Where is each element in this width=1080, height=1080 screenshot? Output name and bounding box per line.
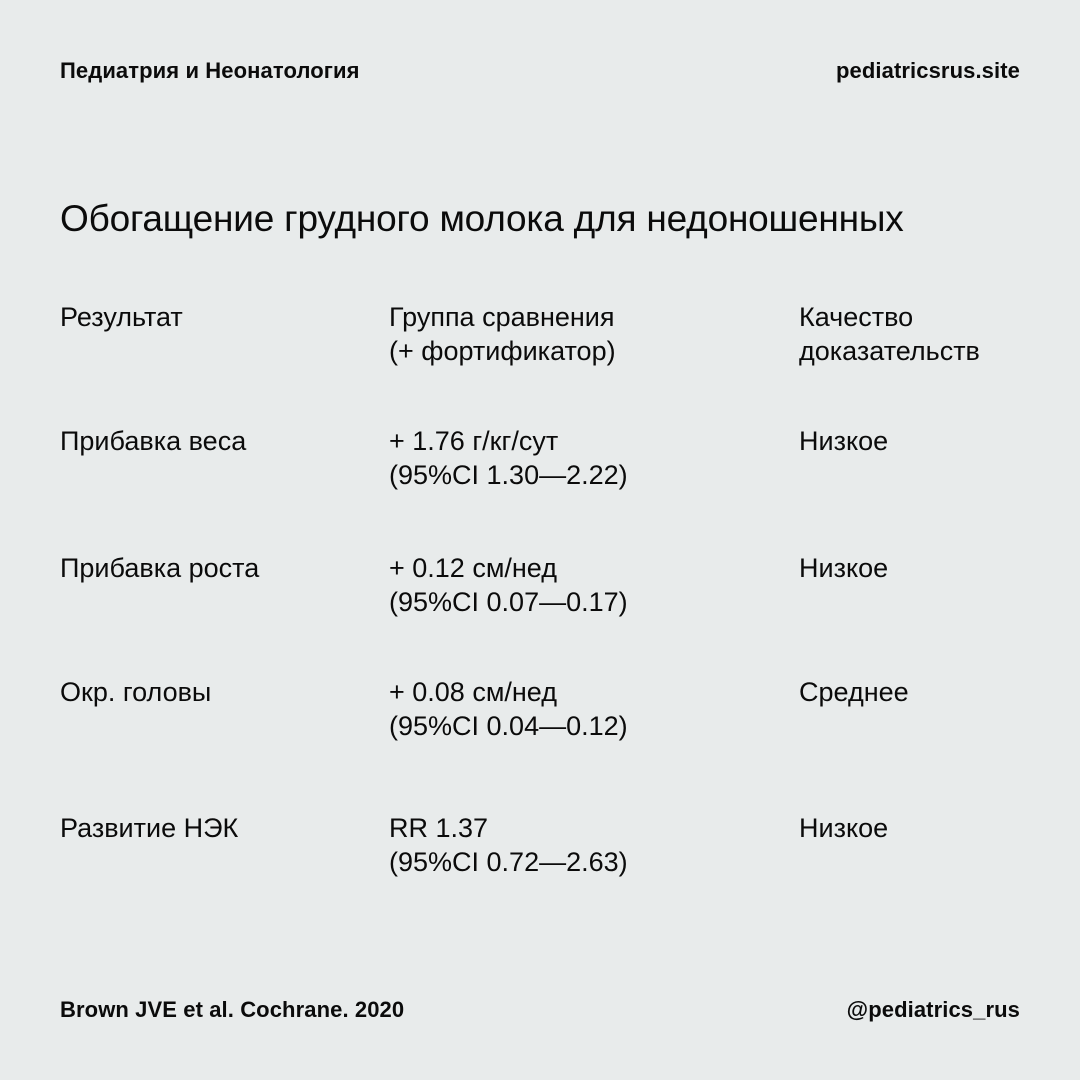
effect-value: RR 1.37 — [389, 813, 489, 843]
column-header-comparison-line1: Группа сравнения — [389, 302, 615, 332]
table-row-quality: Низкое — [799, 553, 889, 583]
column-header-quality — [799, 300, 980, 368]
effect-ci: (95%CI 0.07—0.17) — [389, 587, 628, 617]
table-row-quality: Среднее — [799, 677, 909, 707]
column-header-quality-line1: Качество — [799, 302, 914, 332]
effect-ci: (95%CI 0.04—0.12) — [389, 711, 628, 741]
table-row-outcome: Прибавка веса — [60, 426, 247, 456]
column-header-comparison — [389, 300, 616, 368]
table-row-outcome: Развитие НЭК — [60, 813, 239, 843]
table-row-effect — [389, 675, 628, 743]
page-title: Обогащение грудного молока для недоношенных — [60, 198, 904, 239]
effect-ci: (95%CI 0.72—2.63) — [389, 847, 628, 877]
table-row-outcome: Окр. головы — [60, 677, 212, 707]
column-header-outcome — [60, 300, 183, 334]
effect-value: + 0.12 см/нед — [389, 553, 557, 583]
table-row-outcome: Прибавка роста — [60, 553, 260, 583]
table-row-effect — [389, 424, 628, 492]
table-row-quality: Низкое — [799, 426, 889, 456]
effect-value: + 1.76 г/кг/сут — [389, 426, 559, 456]
column-header-comparison-line2: (+ фортификатор) — [389, 336, 616, 366]
social-handle: @pediatrics_rus — [846, 997, 1020, 1022]
citation: Brown JVE et al. Cochrane. 2020 — [60, 997, 405, 1022]
site-name: Педиатрия и Неонатология — [60, 58, 360, 83]
column-header-outcome-line1: Результат — [60, 302, 183, 332]
table-row-effect — [389, 551, 628, 619]
effect-ci: (95%CI 1.30—2.22) — [389, 460, 628, 490]
effect-value: + 0.08 см/нед — [389, 677, 557, 707]
table-row-effect — [389, 811, 628, 879]
site-url: pediatricsrus.site — [836, 58, 1020, 83]
column-header-quality-line2: доказательств — [799, 336, 980, 366]
table-row-quality: Низкое — [799, 813, 889, 843]
